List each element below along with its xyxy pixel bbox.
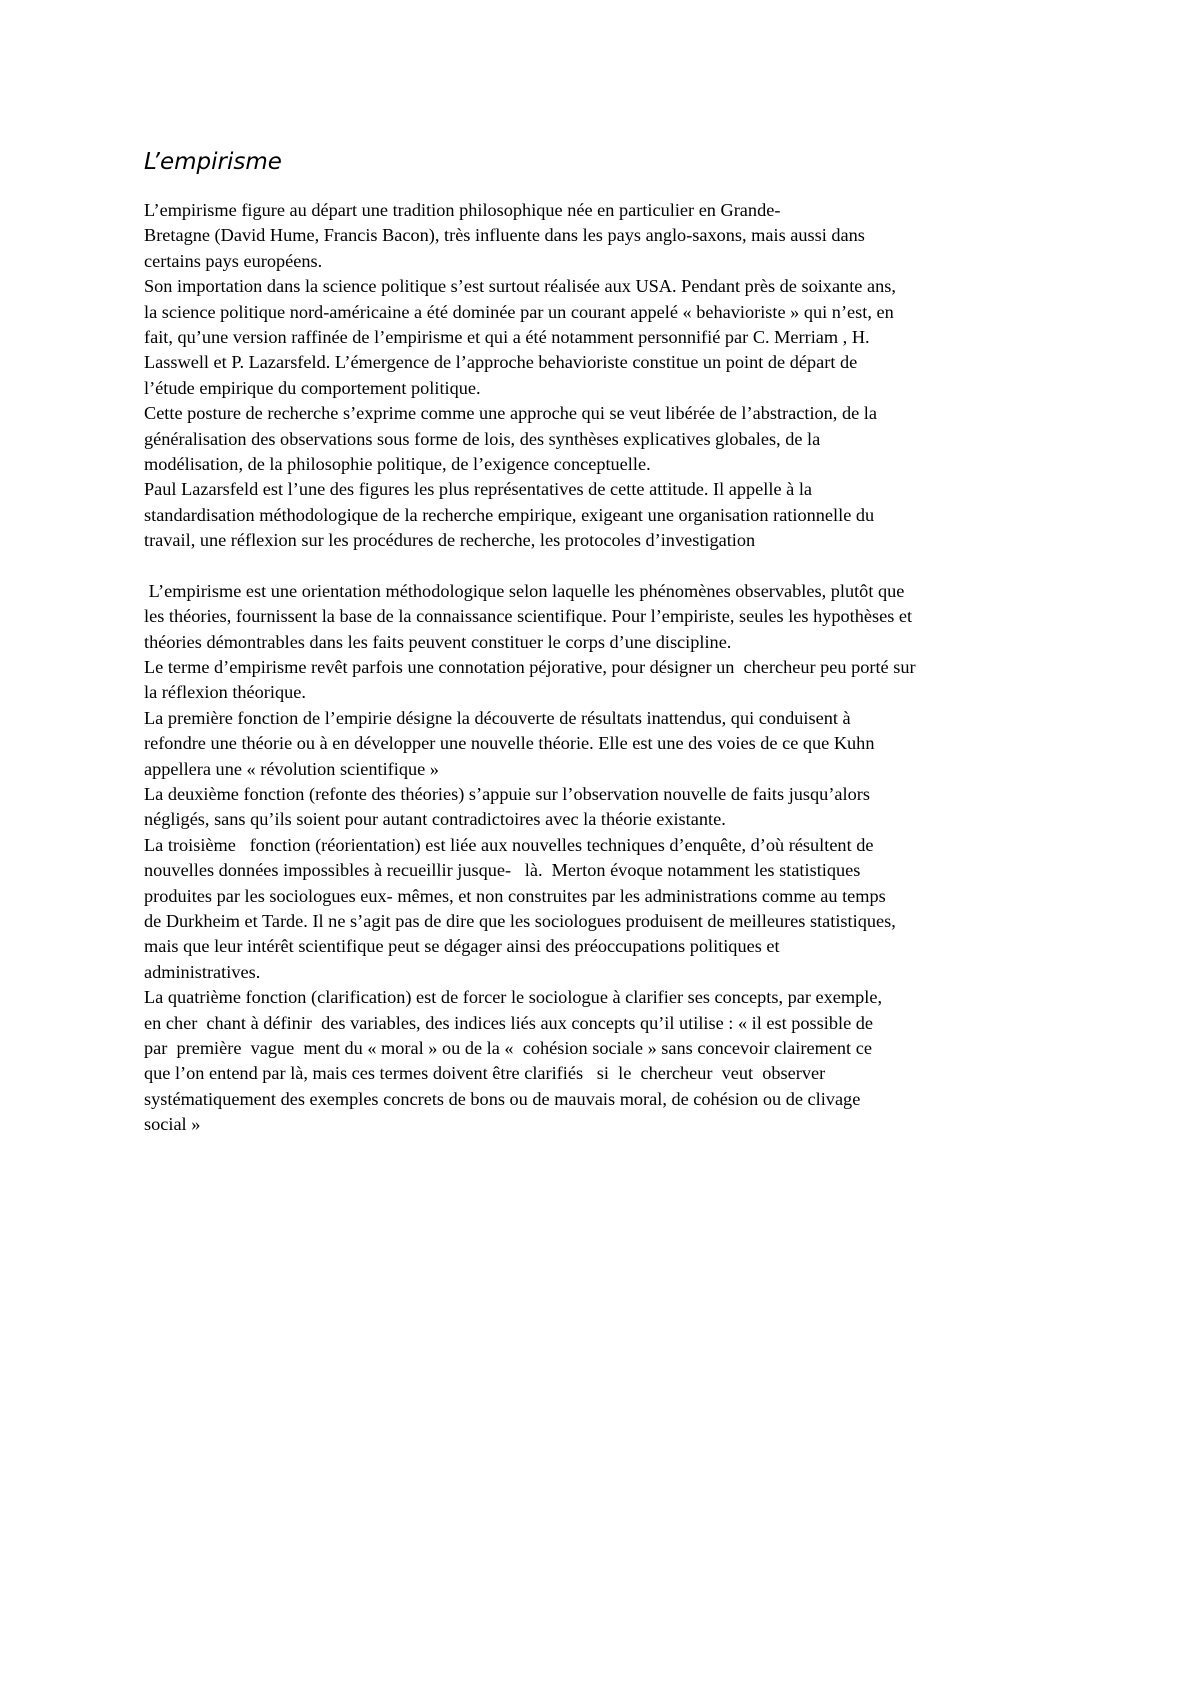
text-line: La troisième fonction (réorientation) est liée aux nouvelles techniques d’enquête, d’où résultent de [144,834,874,855]
text-line: nouvelles données impossibles à recueillir jusque- là. Merton évoque notamment les statistiques [144,860,861,881]
text-line: les théories, fournissent la base de la connaissance scientifique. Pour l’empiriste, seules les hypothèses et [144,606,913,627]
text-line: produites par les sociologues eux- mêmes, et non construites par les administrations comme au temps [144,885,886,906]
text-line: L’empirisme figure au départ une tradition philosophique née en particulier en Grande- [144,200,781,220]
text-line: standardisation méthodologique de la recherche empirique, exigeant une organisation rationnelle du [144,504,875,525]
text-line: systématiquement des exemples concrets de bons ou de mauvais moral, de cohésion ou de clivage [144,1088,861,1109]
text-line: Son importation dans la science politique s’est surtout réalisée aux USA. Pendant près de soixante ans, [144,276,896,297]
text-line: Le terme d’empirisme revêt parfois une connotation péjorative, pour désigner un chercheur peu porté sur [144,657,916,678]
text-line: La première fonction de l’empirie désigne la découverte de résultats inattendus, qui conduisent à [144,707,851,728]
text-line: La deuxième fonction (refonte des théories) s’appuie sur l’observation nouvelle de faits jusqu’alors [144,783,870,804]
text-line: Lasswell et P. Lazarsfeld. L’émergence de l’approche behavioriste constitue un point de départ de [144,352,858,373]
text-line: appellera une « révolution scientifique » [144,758,439,779]
text-line: généralisation des observations sous forme de lois, des synthèses explicatives globales, de la [144,428,821,449]
text-line: l’étude empirique du comportement politique. [144,377,481,398]
text-line: en cher chant à définir des variables, des indices liés aux concepts qu’il utilise : « il est possible de [144,1012,874,1033]
text-line: administratives. [144,961,261,982]
document-title: L’empirisme [144,149,282,175]
text-line: Cette posture de recherche s’exprime comme une approche qui se veut libérée de l’abstraction, de la [144,403,877,424]
text-line: de Durkheim et Tarde. Il ne s’agit pas de dire que les sociologues produisent de meilleures statistiques, [144,910,896,931]
text-line: La quatrième fonction (clarification) est de forcer le sociologue à clarifier ses concepts, par exemple, [144,987,883,1008]
text-line: certains pays européens. [144,250,323,271]
text-line: refondre une théorie ou à en développer une nouvelle théorie. Elle est une des voies de ce que Kuhn [144,733,875,754]
text-line: que l’on entend par là, mais ces termes doivent être clarifiés si le chercheur veut observer [144,1063,826,1084]
text-line: travail, une réflexion sur les procédures de recherche, les protocoles d’investigation [144,530,756,551]
text-line: théories démontrables dans les faits peuvent constituer le corps d’une discipline. [144,631,732,652]
text-line: Paul Lazarsfeld est l’une des figures les plus représentatives de cette attitude. Il appelle à la [144,479,813,500]
document-body [144,198,1064,1137]
blank-line [144,553,1064,578]
text-line: par première vague ment du « moral » ou de la « cohésion sociale » sans concevoir clairement ce [144,1037,872,1058]
text-line: fait, qu’une version raffinée de l’empirisme et qui a été notamment personnifié par C. Merriam , H. [144,326,870,347]
text-line: modélisation, de la philosophie politique, de l’exigence conceptuelle. [144,453,651,474]
text-line: L’empirisme est une orientation méthodologique selon laquelle les phénomènes observables, plutôt que [144,580,905,601]
text-line: la réflexion théorique. [144,682,306,703]
text-line: Bretagne (David Hume, Francis Bacon), très influente dans les pays anglo-saxons, mais aussi dans [144,225,865,246]
text-line: social » [144,1114,201,1135]
text-line: la science politique nord-américaine a été dominée par un courant appelé « behavioriste » qui n’est, en [144,301,894,322]
text-line: mais que leur intérêt scientifique peut se dégager ainsi des préoccupations politiques et [144,936,780,957]
text-line: négligés, sans qu’ils soient pour autant contradictoires avec la théorie existante. [144,809,726,830]
